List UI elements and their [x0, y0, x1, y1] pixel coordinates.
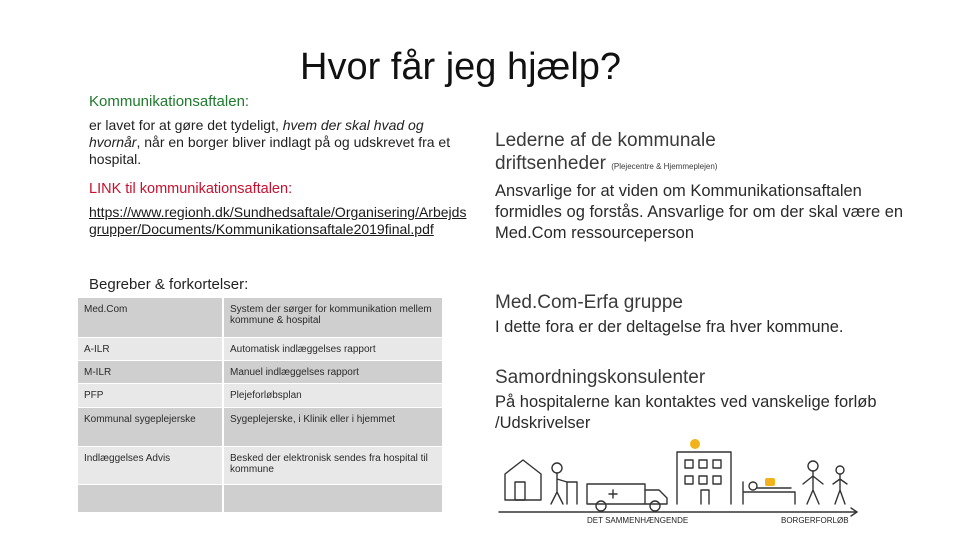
term-cell: M-ILR — [78, 361, 224, 384]
description-emphasis: hvem der skal hvad og hvornår — [89, 117, 424, 150]
description-part: er lavet for at gøre det tydeligt, — [89, 117, 283, 133]
description-cell: Automatisk indlæggelses rapport — [224, 338, 442, 361]
samordning-heading: Samordningskonsulenter — [495, 367, 706, 388]
description-cell: Manuel indlæggelses rapport — [224, 361, 442, 384]
term-cell: Kommunal sygeplejerske — [78, 408, 224, 447]
term-cell: A-ILR — [78, 338, 224, 361]
page-title: Hvor får jeg hjælp? — [300, 46, 622, 88]
term-cell — [78, 485, 224, 513]
table-row — [78, 298, 442, 338]
link-label: LINK til kommunikationsaftalen: — [89, 181, 293, 197]
table-row — [78, 485, 442, 513]
table-row — [78, 408, 442, 447]
table-row — [78, 338, 442, 361]
illustration-caption-left: DET SAMMENHÆNGENDE — [587, 516, 689, 524]
ledere-subnote: (Plejecentre & Hjemmeplejen) — [611, 162, 718, 171]
table-row — [78, 447, 442, 485]
term-cell: PFP — [78, 384, 224, 408]
term-cell: Indlæggelses Advis — [78, 447, 224, 485]
table-row — [78, 384, 442, 408]
description-cell: Plejeforløbsplan — [224, 384, 442, 408]
kommunikationsaftale-description — [89, 117, 474, 168]
borgerforloeb-illustration — [495, 432, 865, 524]
description-cell: Besked der elektronisk sendes fra hospital til kommune — [224, 447, 442, 485]
description-part: , når en borger bliver indlagt på og udskrevet fra et hospital. — [89, 134, 451, 167]
description-cell — [224, 485, 442, 513]
ledere-heading: Lederne af de kommunale — [495, 130, 716, 151]
illustration-caption-right: BORGERFORLØB — [781, 516, 849, 524]
ledere-heading-text: driftsenheder — [495, 153, 606, 174]
ledere-heading-line2 — [495, 152, 717, 178]
ledere-text: Ansvarlige for at viden om Kommunikationsaftalen formidles og forstås. Ansvarlige for om der skal være en Med.Com ressourceperson — [495, 182, 904, 242]
erfa-text: I dette fora er der deltagelse fra hver kommune. — [495, 318, 844, 336]
kommunikationsaftale-link[interactable]: https://www.regionh.dk/Sundhedsaftale/Organisering/Arbejdsgrupper/Documents/Kommunikationsaftale2019final.pdf — [89, 204, 467, 237]
description-cell: System der sørger for kommunikation mellem kommune & hospital — [224, 298, 442, 338]
abbreviations-table — [78, 298, 442, 513]
abbreviations-heading: Begreber & forkortelser: — [89, 276, 249, 293]
description-cell: Sygeplejerske, i Klinik eller i hjemmet — [224, 408, 442, 447]
kommunikationsaftale-heading: Kommunikationsaftalen: — [89, 93, 250, 110]
term-cell: Med.Com — [78, 298, 224, 338]
samordning-text: På hospitalerne kan kontaktes ved vanskelige forløb /Udskrivelser — [495, 393, 877, 432]
table-row — [78, 361, 442, 384]
erfa-heading: Med.Com-Erfa gruppe — [495, 292, 683, 313]
